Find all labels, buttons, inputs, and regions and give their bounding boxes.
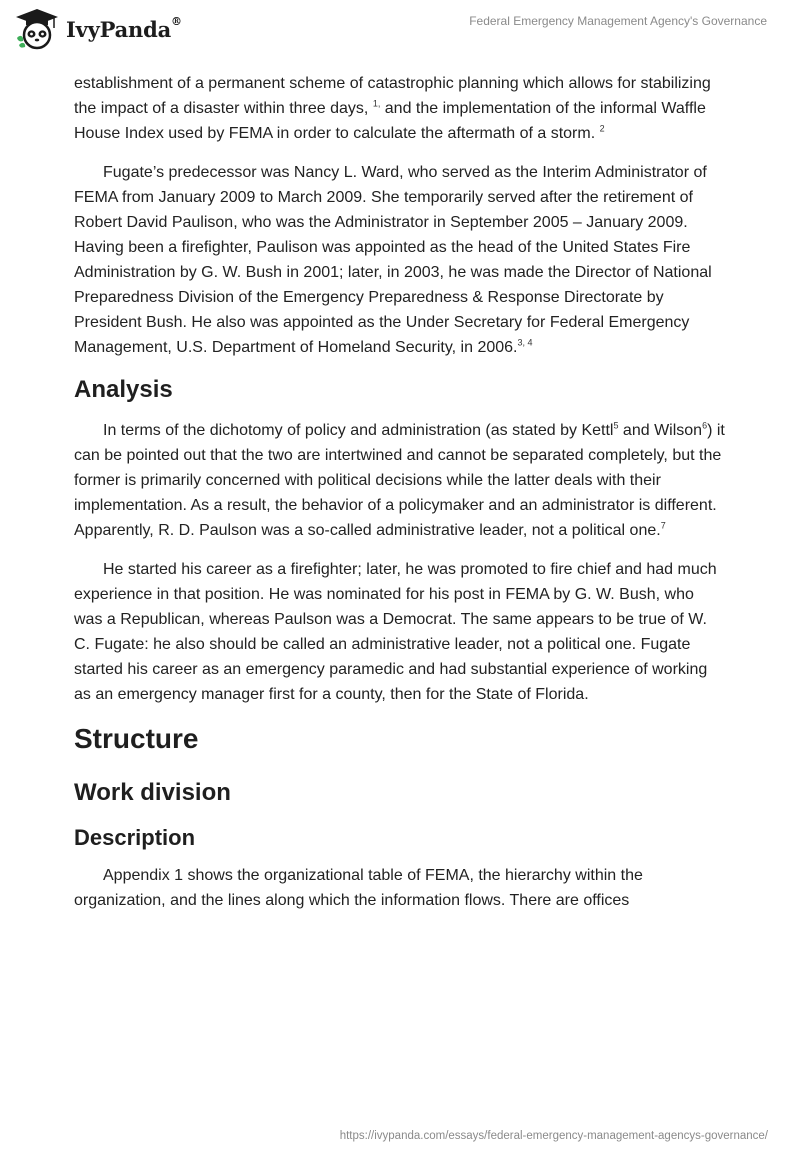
panda-graduate-icon [14, 8, 60, 50]
section-heading-analysis: Analysis [74, 376, 173, 403]
subsection-heading-work-division: Work division [74, 779, 231, 806]
footnote-ref[interactable]: 3, 4 [517, 337, 533, 348]
section-heading-structure: Structure [74, 723, 199, 754]
footnote-ref[interactable]: 7 [660, 520, 666, 531]
footnote-ref[interactable]: 1, [372, 98, 381, 109]
footnote-ref[interactable]: 6 [702, 420, 708, 431]
page-header [0, 0, 800, 60]
document-title: Federal Emergency Management Agency's Governance [469, 14, 767, 28]
essay-body [74, 71, 726, 927]
paragraph: He started his career as a firefighter; later, he was promoted to fire chief and had much experience in that position. He was nominated for his post in FEMA by G. W. Bush, who was a Republican, whereas Paulson was a Democrat. The same appears to be true of W. C. Fugate: he also should be called an administrative leader, not a political one. Fugate started his career as an emergency paramedic and had substantial experience of working as an emergency manager first for a county, then for the State of Florida. [74, 561, 717, 703]
ivypanda-logo[interactable] [14, 8, 182, 50]
source-url[interactable]: https://ivypanda.com/essays/federal-emergency-management-agencys-governance/ [339, 1130, 768, 1142]
paragraph: Fugate’s predecessor was Nancy L. Ward, who served as the Interim Administrator of FEMA from January 2009 to March 2009. She temporarily served after the retirement of Robert David Paulison, who was the Administrator in September 2005 – January 2009. Having been a firefighter, Paulison was appointed as the head of the United States Fire Administration by G. W. Bush in 2001; later, in 2003, he was made the Director of National Preparedness Division of the Emergency Preparedness & Response Directorate by President Bush. He also was appointed as the Under Secretary for Federal Emergency Management, U.S. Department of Homeland Security, in 2006.$^{3, 4}$ [74, 164, 712, 356]
footnote-ref[interactable]: 5 [613, 420, 619, 431]
paragraph: In terms of the dichotomy of policy and administration (as stated by Kettl$^5$ and Wilson$^6$) it can be pointed out that the two are intertwined and cannot be separated completely, but the former is primarily concerned with political decisions while the latter deals with their implementation. As a result, the behavior of a policymaker and an administrator is different. Apparently, R. D. Paulson was a so-called administrative leader, not a political one.$^7$ [74, 420, 725, 539]
brand-name: IvyPanda® [66, 14, 182, 42]
paragraph: establishment of a permanent scheme of catastrophic planning which allows for stabilizing the impact of a disaster within three days, $^{1,}$ and the implementation of the informal Waffle House Index used by FEMA in order to calculate the aftermath of a storm. $^2$ [74, 75, 711, 142]
subsection-heading-description: Description [74, 825, 196, 850]
footnote-ref[interactable]: 2 [599, 123, 605, 134]
paragraph: Appendix 1 shows the organizational table of FEMA, the hierarchy within the organization, and the lines along which the information flows. There are offices [74, 867, 643, 909]
